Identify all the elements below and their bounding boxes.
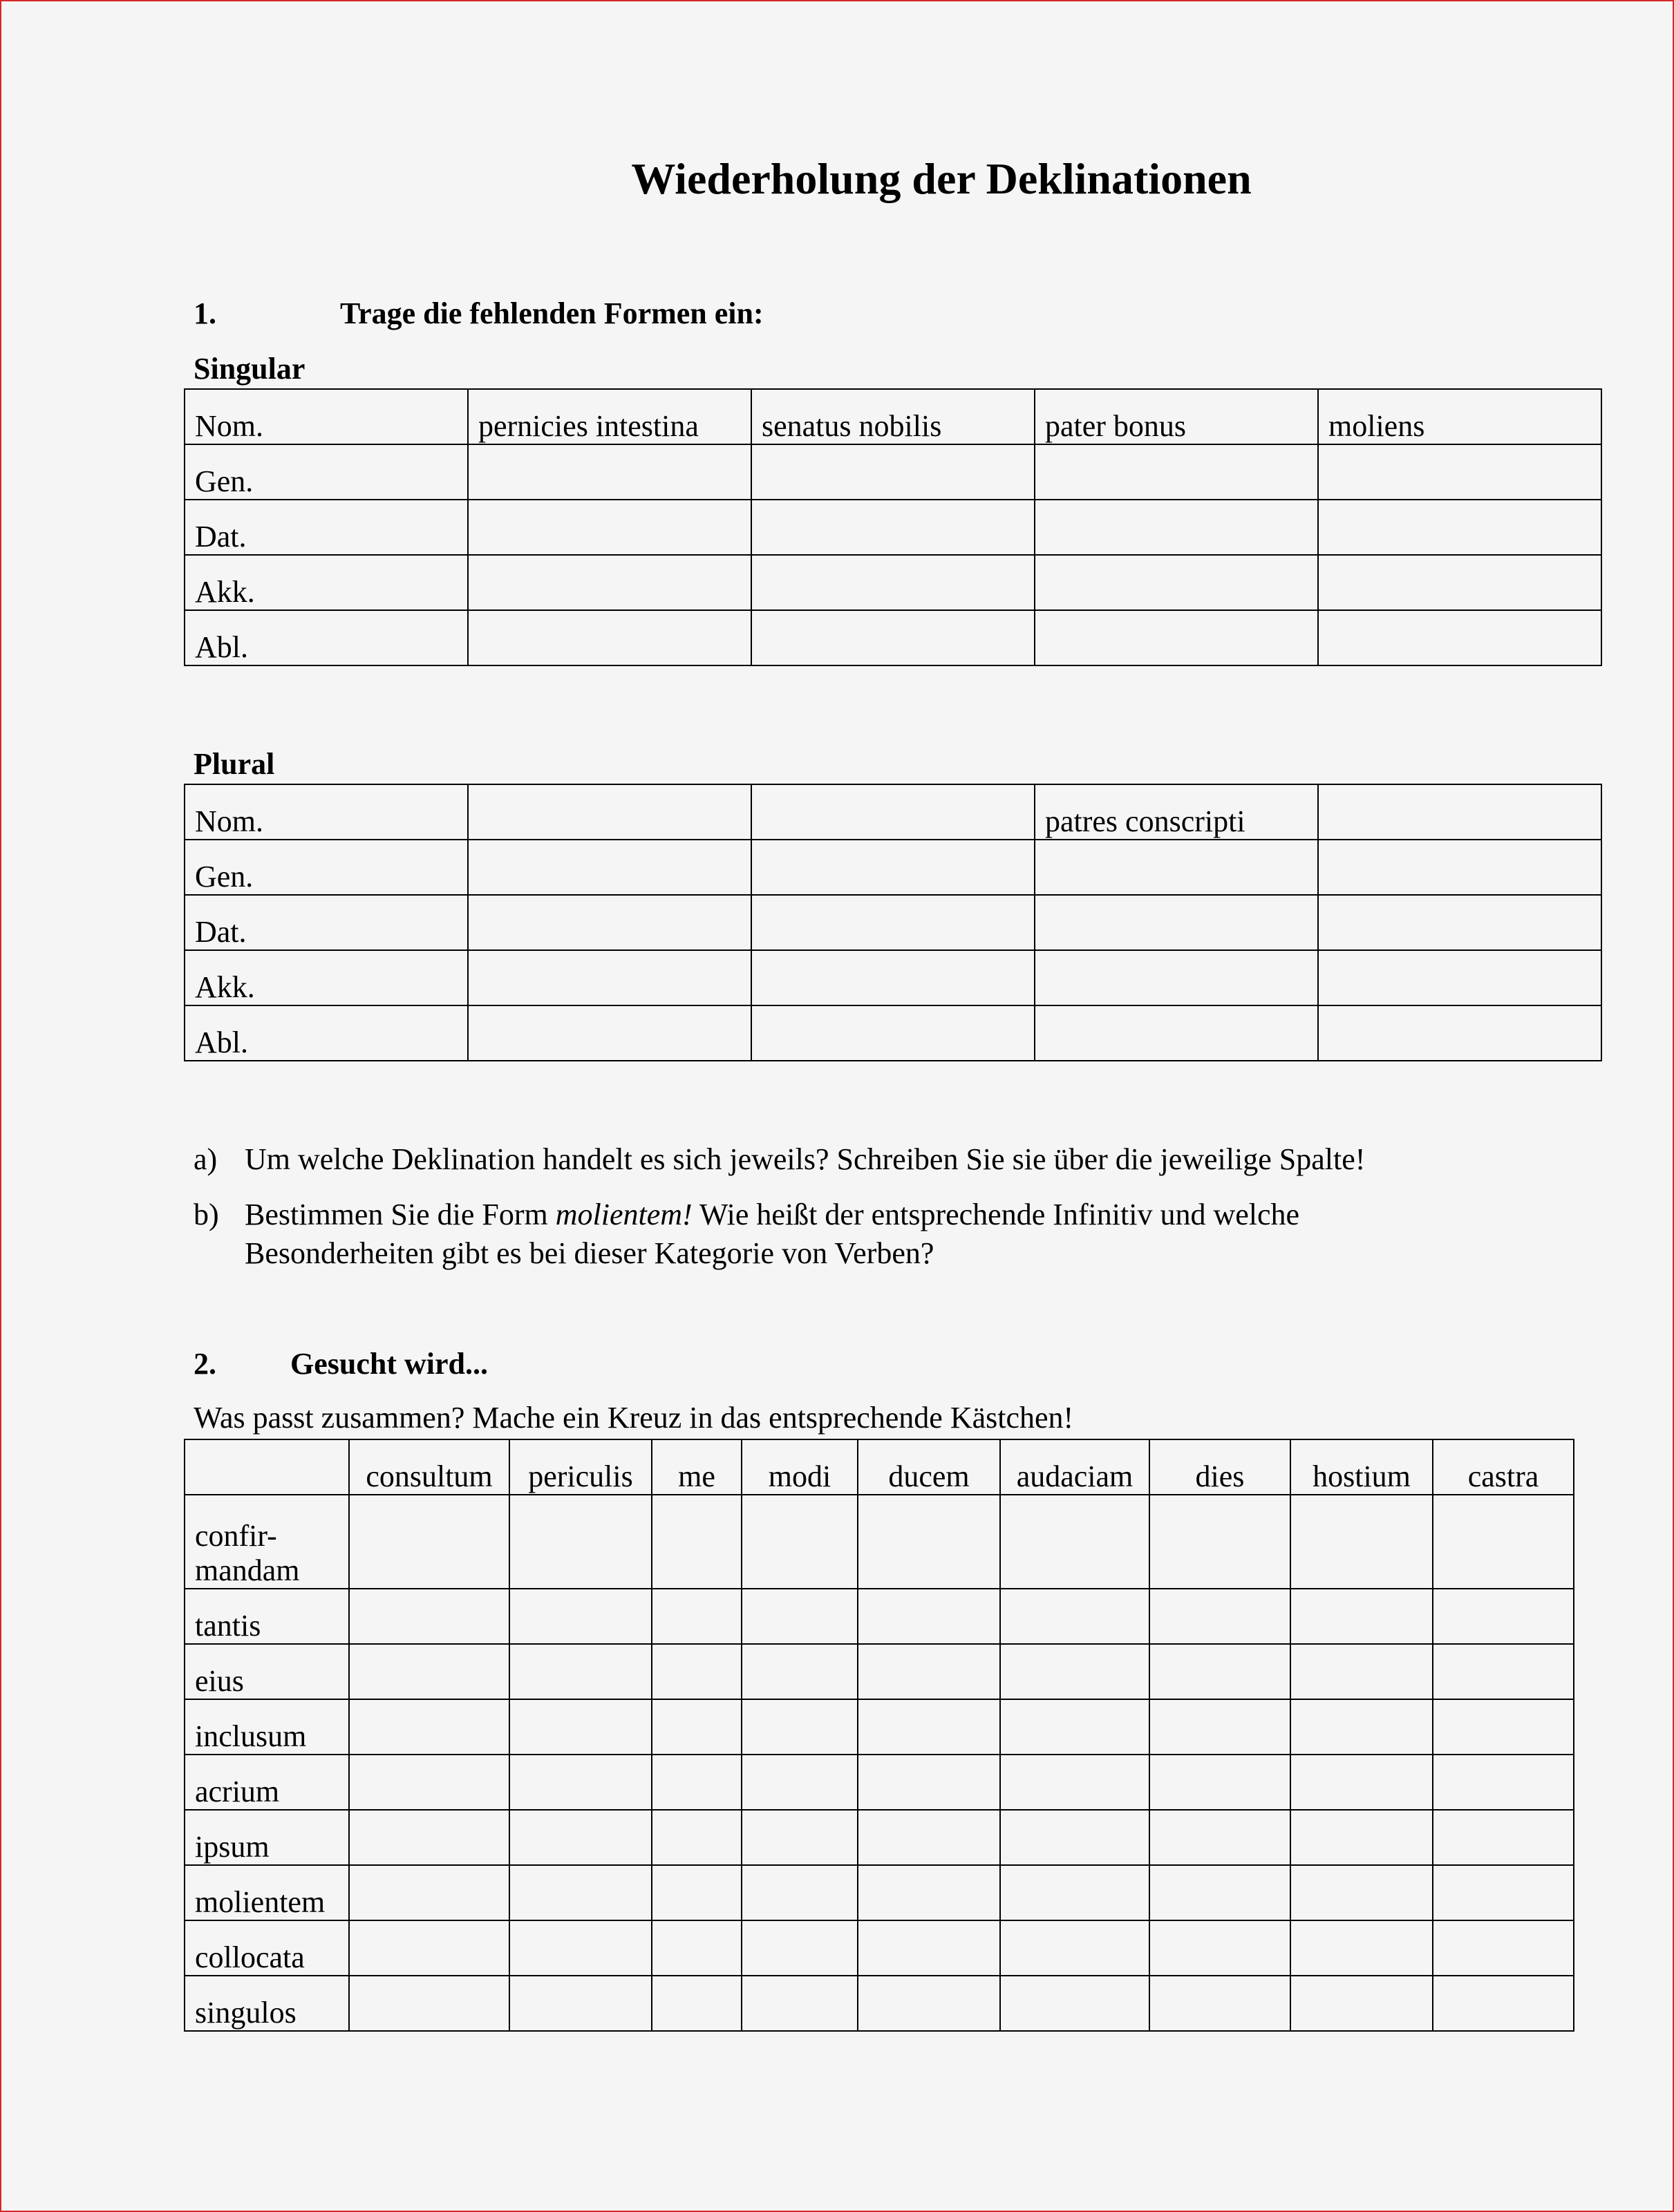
table-row [185,1495,1574,1589]
answer-cell[interactable] [1318,555,1601,610]
check-cell[interactable] [858,1699,1000,1755]
check-cell[interactable] [349,1589,509,1644]
check-cell[interactable] [652,1699,742,1755]
column-header: modi [742,1439,858,1495]
case-cell: Abl. [185,1005,468,1061]
answer-cell[interactable] [751,840,1035,895]
check-cell[interactable] [652,1865,742,1920]
check-cell[interactable] [1149,1755,1290,1810]
table-row [185,444,1601,500]
check-cell[interactable] [742,1755,858,1810]
header-row [185,1439,1574,1495]
check-cell[interactable] [1149,1810,1290,1865]
answer-cell[interactable] [1318,1005,1601,1061]
noun-cell: patres conscripti [1035,784,1318,840]
case-cell: Akk. [185,555,468,610]
answer-cell[interactable] [1035,444,1318,500]
row-label: tantis [185,1589,349,1644]
task2-instruction: Was passt zusammen? Mache ein Kreuz in das entsprechende Kästchen! [194,1401,1074,1435]
answer-cell[interactable] [468,1005,751,1061]
answer-cell[interactable] [751,784,1035,840]
plural-label: Plural [194,747,275,781]
check-cell[interactable] [1290,1865,1433,1920]
question-a [194,1142,1576,1183]
check-cell[interactable] [349,1865,509,1920]
check-cell[interactable] [742,1699,858,1755]
question-b-pre: Bestimmen Sie die Form [245,1198,556,1231]
answer-cell[interactable] [1035,840,1318,895]
answer-cell[interactable] [751,895,1035,950]
column-header: ducem [858,1439,1000,1495]
check-cell[interactable] [349,1755,509,1810]
check-cell[interactable] [1290,1644,1433,1699]
table-row [185,1976,1574,2031]
row-label: singulos [185,1976,349,2031]
answer-cell[interactable] [468,500,751,555]
check-cell[interactable] [349,1976,509,2031]
answer-cell[interactable] [1318,784,1601,840]
question-b-line1 [245,1197,1299,1232]
check-cell[interactable] [858,1495,1000,1589]
corner-cell [185,1439,349,1495]
check-cell[interactable] [509,1920,652,1976]
answer-cell[interactable] [1318,610,1601,665]
check-cell[interactable] [1000,1755,1149,1810]
check-cell[interactable] [1000,1976,1149,2031]
task2-number: 2. [194,1347,216,1381]
check-cell[interactable] [1149,1865,1290,1920]
row-label: ipsum [185,1810,349,1865]
case-cell: Dat. [185,895,468,950]
case-cell: Nom. [185,784,468,840]
task2-heading: Gesucht wird... [290,1347,488,1381]
check-cell[interactable] [1149,1920,1290,1976]
answer-cell[interactable] [1318,895,1601,950]
check-cell[interactable] [858,1644,1000,1699]
check-cell[interactable] [858,1865,1000,1920]
check-cell[interactable] [1290,1589,1433,1644]
answer-cell[interactable] [751,555,1035,610]
answer-cell[interactable] [468,444,751,500]
row-label-line2: mandam [195,1553,300,1587]
column-header: castra [1433,1439,1574,1495]
check-cell[interactable] [742,1644,858,1699]
check-cell[interactable] [1000,1699,1149,1755]
check-cell[interactable] [349,1699,509,1755]
check-cell[interactable] [652,1920,742,1976]
table-row [185,1865,1574,1920]
check-cell[interactable] [509,1810,652,1865]
page-title: Wiederholung der Deklinationen [631,154,1252,203]
table-row [185,1810,1574,1865]
check-cell[interactable] [1000,1495,1149,1589]
check-cell[interactable] [1149,1699,1290,1755]
table-row [185,1920,1574,1976]
check-cell[interactable] [858,1976,1000,2031]
check-cell[interactable] [1000,1810,1149,1865]
check-cell[interactable] [349,1920,509,1976]
check-cell[interactable] [1433,1495,1574,1589]
check-cell[interactable] [858,1589,1000,1644]
row-label-line1: confir- [195,1519,277,1553]
check-cell[interactable] [742,1976,858,2031]
noun-cell: moliens [1318,389,1601,444]
answer-cell[interactable] [1035,1005,1318,1061]
table-row [185,895,1601,950]
table-row [185,1644,1574,1699]
check-cell[interactable] [652,1755,742,1810]
answer-cell[interactable] [1035,555,1318,610]
case-cell: Abl. [185,610,468,665]
column-header: hostium [1290,1439,1433,1495]
table-row [185,1005,1601,1061]
noun-cell: senatus nobilis [751,389,1035,444]
answer-cell[interactable] [1318,950,1601,1005]
table-row [185,500,1601,555]
check-cell[interactable] [858,1920,1000,1976]
table-row [185,1755,1574,1810]
case-cell: Gen. [185,444,468,500]
check-cell[interactable] [1149,1589,1290,1644]
answer-cell[interactable] [751,500,1035,555]
check-cell[interactable] [349,1810,509,1865]
singular-label: Singular [194,352,305,386]
check-cell[interactable] [1000,1644,1149,1699]
answer-cell[interactable] [1318,840,1601,895]
task1-number: 1. [194,296,216,330]
check-cell[interactable] [1000,1589,1149,1644]
check-cell[interactable] [1290,1920,1433,1976]
table-row [185,1699,1574,1755]
check-cell[interactable] [1433,1865,1574,1920]
task1-heading: Trage die fehlenden Formen ein: [340,296,764,330]
table-row [185,610,1601,665]
check-cell[interactable] [1000,1865,1149,1920]
matching-table [184,1439,1574,2032]
check-cell[interactable] [1290,1495,1433,1589]
case-cell: Gen. [185,840,468,895]
row-label: molientem [185,1865,349,1920]
check-cell[interactable] [509,1699,652,1755]
check-cell[interactable] [742,1865,858,1920]
table-row [185,784,1601,840]
check-cell[interactable] [1290,1699,1433,1755]
column-header: consultum [349,1439,509,1495]
noun-cell: pernicies intestina [468,389,751,444]
column-header: dies [1149,1439,1290,1495]
check-cell[interactable] [1149,1495,1290,1589]
check-cell[interactable] [1290,1755,1433,1810]
answer-cell[interactable] [468,555,751,610]
check-cell[interactable] [1149,1644,1290,1699]
answer-cell[interactable] [1035,950,1318,1005]
answer-cell[interactable] [1035,500,1318,555]
plural-table [184,784,1602,1061]
check-cell[interactable] [1433,1755,1574,1810]
question-b-line2: Besonderheiten gibt es bei dieser Kategorie von Verben? [245,1236,934,1270]
row-label: eius [185,1644,349,1699]
question-b-label: b) [194,1198,219,1231]
check-cell[interactable] [509,1495,652,1589]
row-label: acrium [185,1755,349,1810]
column-header: audaciam [1000,1439,1149,1495]
check-cell[interactable] [652,1644,742,1699]
case-cell: Nom. [185,389,468,444]
check-cell[interactable] [509,1755,652,1810]
check-cell[interactable] [652,1495,742,1589]
question-a-label: a) [194,1142,218,1176]
check-cell[interactable] [509,1865,652,1920]
check-cell[interactable] [652,1976,742,2031]
row-label: inclusum [185,1699,349,1755]
check-cell[interactable] [742,1589,858,1644]
table-row [185,389,1601,444]
check-cell[interactable] [1433,1976,1574,2031]
check-cell[interactable] [742,1920,858,1976]
question-b-italic: molientem! [555,1198,693,1231]
answer-cell[interactable] [468,895,751,950]
check-cell[interactable] [742,1810,858,1865]
answer-cell[interactable] [468,610,751,665]
check-cell[interactable] [1290,1810,1433,1865]
check-cell[interactable] [1433,1920,1574,1976]
check-cell[interactable] [1433,1589,1574,1644]
check-cell[interactable] [509,1976,652,2031]
check-cell[interactable] [509,1589,652,1644]
answer-cell[interactable] [1035,895,1318,950]
noun-cell: pater bonus [1035,389,1318,444]
case-cell: Dat. [185,500,468,555]
singular-table [184,388,1602,666]
table-row [185,1589,1574,1644]
check-cell[interactable] [349,1644,509,1699]
check-cell[interactable] [1000,1920,1149,1976]
check-cell[interactable] [652,1810,742,1865]
check-cell[interactable] [858,1810,1000,1865]
row-label [185,1495,349,1589]
answer-cell[interactable] [1035,610,1318,665]
answer-cell[interactable] [468,950,751,1005]
check-cell[interactable] [1433,1810,1574,1865]
answer-cell[interactable] [1318,500,1601,555]
check-cell[interactable] [1433,1699,1574,1755]
answer-cell[interactable] [751,1005,1035,1061]
case-cell: Akk. [185,950,468,1005]
answer-cell[interactable] [751,444,1035,500]
answer-cell[interactable] [751,610,1035,665]
answer-cell[interactable] [1318,444,1601,500]
check-cell[interactable] [349,1495,509,1589]
table-row [185,840,1601,895]
question-b [194,1197,1576,1280]
question-b-post: Wie heißt der entsprechende Infinitiv und welche [692,1198,1300,1231]
check-cell[interactable] [509,1644,652,1699]
table-row [185,950,1601,1005]
check-cell[interactable] [652,1589,742,1644]
check-cell[interactable] [1433,1644,1574,1699]
answer-cell[interactable] [468,840,751,895]
column-header: periculis [509,1439,652,1495]
check-cell[interactable] [1149,1976,1290,2031]
check-cell[interactable] [1290,1976,1433,2031]
answer-cell[interactable] [468,784,751,840]
answer-cell[interactable] [751,950,1035,1005]
check-cell[interactable] [742,1495,858,1589]
column-header: me [652,1439,742,1495]
table-row [185,555,1601,610]
check-cell[interactable] [858,1755,1000,1810]
question-a-text: Um welche Deklination handelt es sich jeweils? Schreiben Sie sie über die jeweilige Spalte! [245,1142,1366,1176]
row-label: collocata [185,1920,349,1976]
